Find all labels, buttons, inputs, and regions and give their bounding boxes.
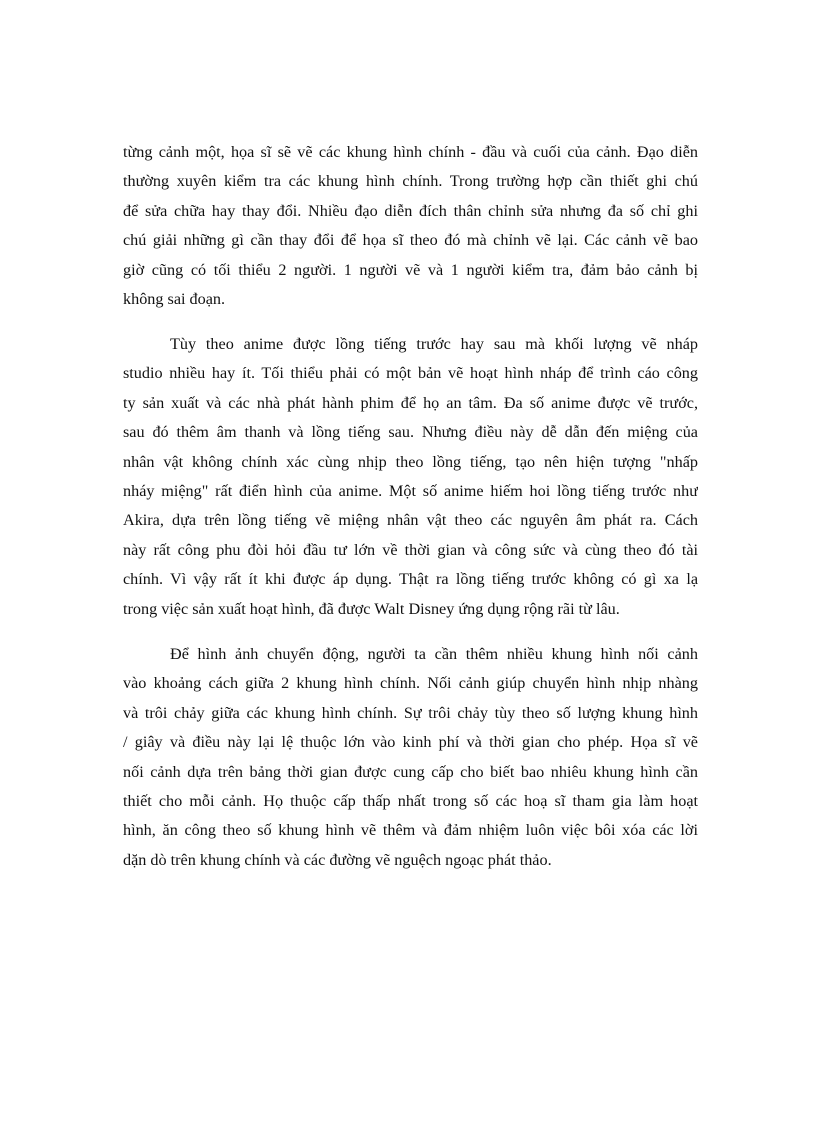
paragraph-line: này rất công phu đòi hỏi đầu tư lớn về thời gian và công sức và cùng theo đó tài: [123, 540, 698, 559]
paragraph-line: nháy miệng" rất điển hình của anime. Một số anime hiếm hoi lồng tiếng trước như: [123, 481, 698, 500]
paragraph-line: giờ cũng có tối thiểu 2 người. 1 người vẽ và 1 người kiểm tra, đảm bảo cảnh bị: [123, 260, 698, 279]
paragraph-line: chú giải những gì cần thay đổi để họa sĩ theo đó mà chỉnh vẽ lại. Các cảnh vẽ bao: [123, 231, 698, 250]
paragraph-line: và trôi chảy giữa các khung hình chính. Sự trôi chảy tùy theo số lượng khung hình: [123, 703, 698, 722]
paragraph-line: / giây và điều này lại lệ thuộc lớn vào kinh phí và thời gian cho phép. Họa sĩ vẽ: [123, 733, 698, 752]
paragraph-line: sau đó thêm âm thanh và lồng tiếng sau. Nhưng điều này dễ dẫn đến miệng của: [123, 423, 698, 442]
paragraph-line: Tùy theo anime được lồng tiếng trước hay sau mà khối lượng vẽ nháp: [170, 335, 698, 353]
paragraph-line: thiết cho mỗi cảnh. Họ thuộc cấp thấp nhất trong số các hoạ sĩ tham gia làm hoạt: [123, 791, 698, 810]
paragraph-3: [123, 640, 698, 875]
paragraph-line: dặn dò trên khung chính và các đường vẽ nguệch ngoạc phát thảo.: [123, 850, 552, 869]
paragraph-line: vào khoảng cách giữa 2 khung hình chính. Nối cảnh giúp chuyển hình nhịp nhàng: [123, 674, 698, 693]
paragraph-line: không sai đoạn.: [123, 289, 226, 308]
paragraph-2: [123, 330, 698, 624]
paragraph-line: thường xuyên kiểm tra các khung hình chính. Trong trường hợp cần thiết ghi chú: [123, 172, 698, 191]
paragraph-line: để sửa chữa hay thay đổi. Nhiều đạo diễn đích thân chỉnh sửa nhưng đa số chỉ ghi: [123, 201, 698, 220]
paragraph-1: [123, 138, 698, 314]
paragraph-line: Để hình ảnh chuyển động, người ta cần thêm nhiều khung hình nối cảnh: [170, 645, 698, 663]
paragraph-line: trong việc sản xuất hoạt hình, đã được Walt Disney ứng dụng rộng rãi từ lâu.: [123, 599, 620, 618]
paragraph-line: chính. Vì vậy rất ít khi được áp dụng. Thật ra lồng tiếng trước không có gì xa lạ: [123, 570, 698, 589]
paragraph-line: studio nhiều hay ít. Tối thiểu phải có một bản vẽ hoạt hình nháp để trình cáo công: [123, 364, 698, 383]
paragraph-line: nối cảnh dựa trên bảng thời gian được cung cấp cho biết bao nhiêu khung hình cần: [123, 762, 698, 781]
paragraph-line: hình, ăn công theo số khung hình vẽ thêm và đảm nhiệm luôn việc bôi xóa các lời: [123, 821, 698, 840]
paragraph-line: ty sản xuất và các nhà phát hành phim để họ an tâm. Đa số anime được vẽ trước,: [123, 393, 698, 412]
paragraph-line: Akira, dựa trên lồng tiếng vẽ miệng nhân vật theo các nguyên âm phát ra. Cách: [123, 511, 698, 530]
paragraph-line: từng cảnh một, họa sĩ sẽ vẽ các khung hình chính - đầu và cuối của cảnh. Đạo diễn: [123, 143, 698, 161]
paragraph-line: nhân vật không chính xác cùng nhịp theo lồng tiếng, tạo nên hiện tượng "nhấp: [123, 452, 698, 471]
